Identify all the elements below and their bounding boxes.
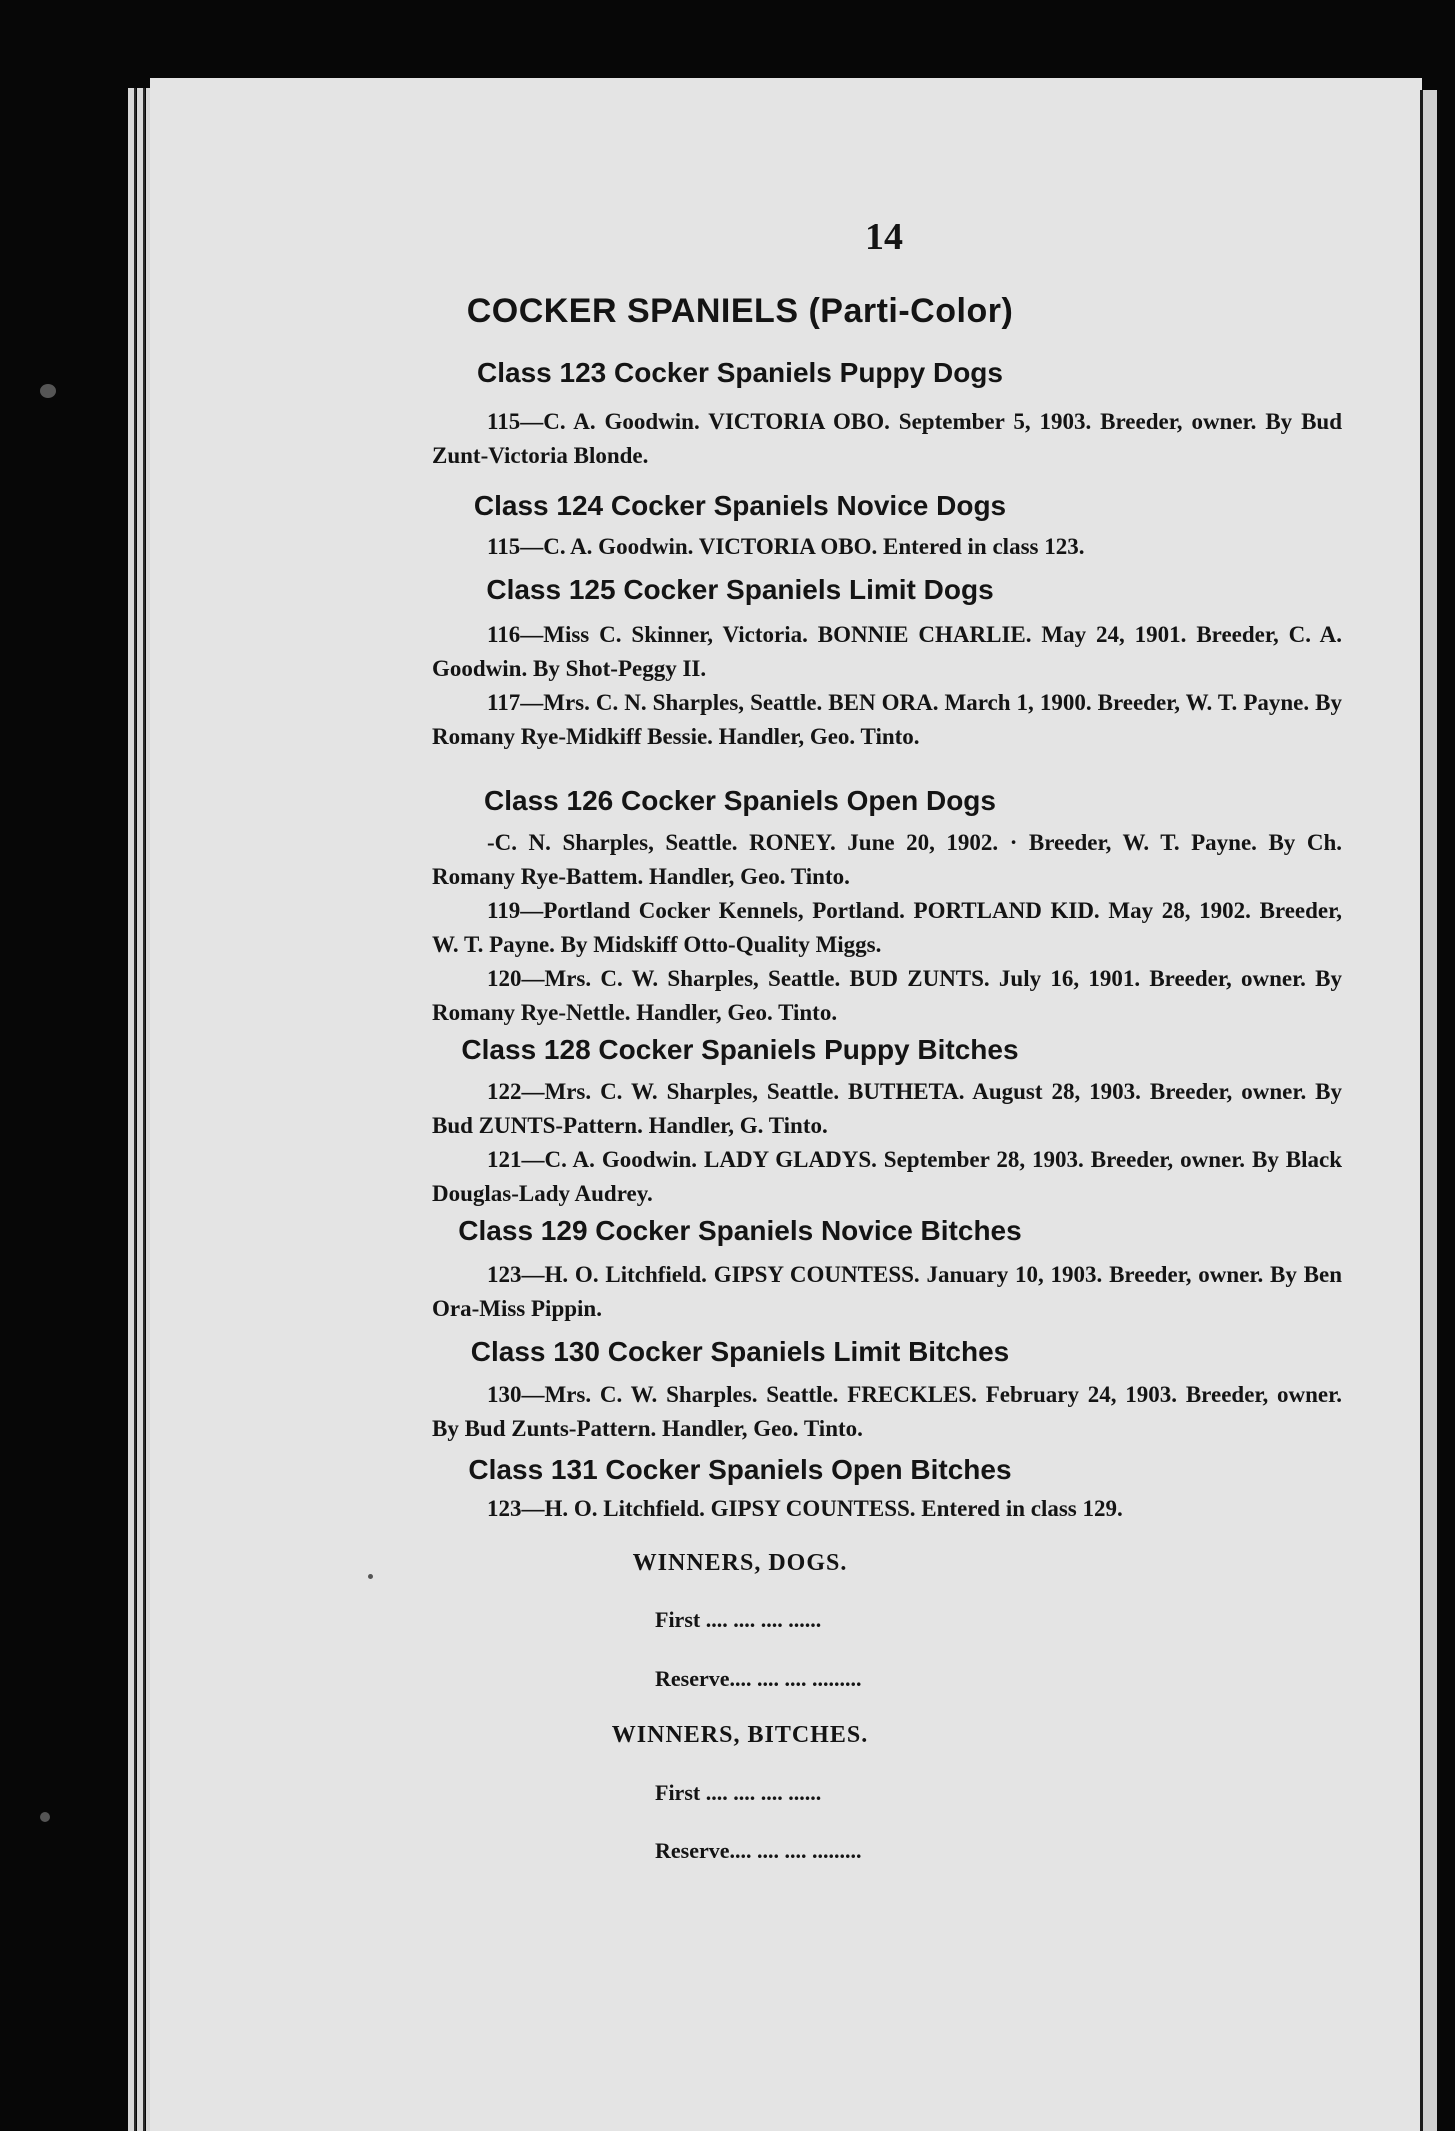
winners-bitches-first: First .... .... .... ...... [655,1780,822,1805]
class-heading: Class 126 Cocker Spaniels Open Dogs [484,785,996,816]
winners-bitches-heading: WINNERS, BITCHES. [611,1722,869,1748]
scan-speck [40,1812,50,1822]
entry: -C. N. Sharples, Seattle. RONEY. June 20, 1902. · Breeder, W. T. Payne. By Ch. Romany Rye-Battem. Handler, Geo. Tinto. [432,830,1342,889]
winners-dogs-first: First .... .... .... ...... [655,1607,822,1632]
class-heading: Class 123 Cocker Spaniels Puppy Dogs [477,357,1003,388]
entry: 123—H. O. Litchfield. GIPSY COUNTESS. January 10, 1903. Breeder, owner. By Ben Ora-Miss Pippin. [432,1262,1342,1321]
winners-dogs-heading: WINNERS, DOGS. [632,1550,848,1576]
class-heading: Class 125 Cocker Spaniels Limit Dogs [486,574,994,605]
entry: 115—C. A. Goodwin. VICTORIA OBO. Entered in class 123. [487,534,1085,559]
entry: 115—C. A. Goodwin. VICTORIA OBO. September 5, 1903. Breeder, owner. By Bud Zunt-Victoria Blonde. [432,409,1342,468]
entry: 121—C. A. Goodwin. LADY GLADYS. September 28, 1903. Breeder, owner. By Black Douglas-Lady Audrey. [432,1147,1342,1206]
entry: 116—Miss C. Skinner, Victoria. BONNIE CHARLIE. May 24, 1901. Breeder, C. A. Goodwin. By Shot-Peggy II. [432,622,1342,681]
winners-bitches-reserve: Reserve.... .... .... ......... [655,1838,862,1863]
class-heading: Class 131 Cocker Spaniels Open Bitches [468,1454,1012,1485]
class-heading: Class 124 Cocker Spaniels Novice Dogs [473,490,1007,521]
class-heading: Class 130 Cocker Spaniels Limit Bitches [470,1336,1010,1367]
scan-speck [40,384,56,398]
entry: 119—Portland Cocker Kennels, Portland. PORTLAND KID. May 28, 1902. Breeder, W. T. Payne. By Midskiff Otto-Quality Miggs. [432,898,1342,957]
entry: 122—Mrs. C. W. Sharples, Seattle. BUTHETA. August 28, 1903. Breeder, owner. By Bud ZUNTS-Pattern. Handler, G. Tinto. [432,1079,1342,1138]
page-stack-edge [137,88,145,2131]
page-title: COCKER SPANIELS (Parti-Color) [466,292,1014,330]
entry: 123—H. O. Litchfield. GIPSY COUNTESS. Entered in class 129. [487,1496,1123,1521]
class-heading: Class 128 Cocker Spaniels Puppy Bitches [461,1034,1019,1065]
entry: 130—Mrs. C. W. Sharples. Seattle. FRECKLES. February 24, 1903. Breeder, owner. By Bud Zunts-Pattern. Handler, Geo. Tinto. [432,1382,1342,1441]
entry: 120—Mrs. C. W. Sharples, Seattle. BUD ZUNTS. July 16, 1901. Breeder, owner. By Romany Rye-Nettle. Handler, Geo. Tinto. [432,966,1342,1025]
entry: 117—Mrs. C. N. Sharples, Seattle. BEN ORA. March 1, 1900. Breeder, W. T. Payne. By Romany Rye-Midkiff Bessie. Handler, Geo. Tinto. [432,690,1342,749]
page-number: 14 [865,216,903,258]
winners-dogs-reserve: Reserve.... .... .... ......... [655,1666,862,1691]
page-stack-edge [128,88,136,2131]
facing-page-edge [1420,90,1437,2131]
class-heading: Class 129 Cocker Spaniels Novice Bitches [458,1215,1022,1246]
